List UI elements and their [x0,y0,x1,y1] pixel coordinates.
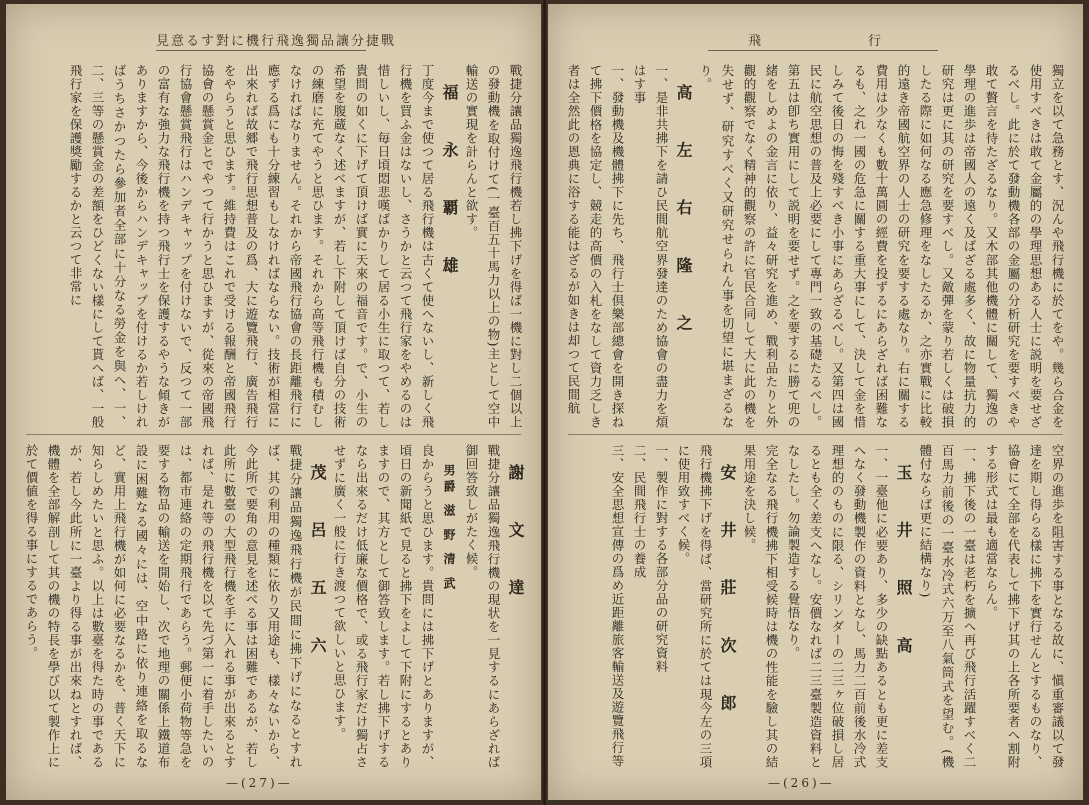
left-page [6,4,541,800]
paragraph: 獨立を以て急務とす、況んや飛行機に於てをや。幾ら合金を使用すべきは敢て金屬的の學理思想ある人士に説明を要せざるべし。此に於て發動機各部の金屬の分析研究を要すべきや敢て贅言を待たざるなり。又木部其他機體に關して、獨逸の學理の進歩は帝國人の遠く及ばざる處多く、故に物量抗力的研究は更に其の研究を要すべし。又敵彈を蒙り若しくは破損したる際に如何なる應急修理をなしたるか、之亦實戰に比較的遠き帝國航空界の人士の研究を要する處なり。右に關する費用は少なくも數十萬圓の經費を投ずるにあらざれば困難なるも、之れ一國の危急に關する重大事にして、決して金を惜しみて後日の悔を殘すべき小事にあらざるべし。又第四は國民に航空思想の普及上必要にして專門一致の基礎たるべし。第五は卽ち實用にして説明を要せず。之を要するに勝て兜の緒をしめよの金言に依り、益々研究を進め、戰利品たりと外觀的觀察でなく精神的觀察の許に官民合同して大に此の機を失せず、研究すべく又研究せられん事を切望に堪まざるなり。 [698,64,1065,429]
paragraph: 良からうと思ひます。貴問には拂下げとありますが、頃日の新聞紙で見ると拂下をよして下附にするとありますので、其方として御答致します。若し拂下げするなら出來るだけ低廉な價格で、或る飛行家だけ獨占させずに廣く一般に行き渡つて欲しいと思ひます。 [332,444,435,769]
paragraph: 一、發動機及機體拂下に先ち、飛行士倶樂部總會を開き探ねて拂下價格を協定し、競走的高價の入札をなして資力乏しき者は全然此の恩典に浴する能はざるが如きは却つて民間航 [566,64,625,429]
paragraph: 丁度今まで使つて居る飛行機は古くて使へないし、新しく飛行機を買ふ金はないし、さうかと云つて飛行家をやめるのは惜しいし、毎日頃悶悲嘆ばかりして居る小生に取つて、若し貴問の如くに下げて頂けば實に天來の福音です。で、小生の希望を腹蔵なく述べますが、若し下附して頂けば自分の技術の練磨に充てやうと思ひます。それから高等飛行機も積むしなければなりません。それから帝國飛行協會の長距離飛行に應ずる爲にも十分練習もしなければならない。技術が相當に出來れば故郷で飛行思想普及の爲、大に遊覽飛行、廣告飛行をやらうと思ひます。維持費はこれで受ける報酬と帝國飛行協會の懸賞金とでやつて行かうと思ひますが、從來の帝國飛行協會懸賞飛行はハンデキャップを付けないで、反つて一部の富有な強力な飛行機を持つ飛行士を保護するやうな傾きがありますから、今後からハンデキャップを付けるか若しければうちさかつたら參加者全部に十分なる勞金を與へ、一、二、三等の懸賞金の差額をひどくない樣にして貰へば、一般飛行家を保護獎勵するかと云つて非常に [68,64,435,429]
list-item: 二、民間飛行士の養成 [632,444,647,579]
section-divider [568,434,1063,435]
paragraph: 空界の進歩を阻害する事となる故に、愼重審議以て發達を期し得らる樣に拂下を實行せんとするものなり、協會にて全部を代表して拂下げ其の上各所要者へ割附する形式は最も適當ならん。 [984,444,1065,769]
paragraph: 戰捷分讓品獨逸飛行機の現状を一見するにあらざれば御回答致しがたく候。 [464,444,501,769]
section-divider [26,434,521,435]
page-number: —(27)— [226,776,293,790]
book-gutter [541,0,548,805]
paragraph: 戰捷分讓品獨逸飛行機若し拂下げを得ば一機に對し二個以上の發動機を取付けて(一臺百五十馬力以上の物)主として空中輸送の實現を計らんと欲す。 [464,64,523,429]
paragraph: 完全なる飛行機拂下相受候時は機の性能を驗し其の結果用途を決し候。 [742,444,779,769]
paragraph: 飛行機拂下げを得ば、當研究所に於ては現今左の三項に使用致すべく候。 [676,444,713,769]
right-page [548,4,1083,800]
author-name: 謝 文 達 [506,464,525,614]
left-running-header: 見意るす對に機行飛逸獨品讓分捷戰 [156,33,397,49]
right-bottom-column [562,444,1068,769]
author-name: 男爵 滋 野 清 武 [442,464,456,593]
author-name: 玉 井 照 高 [894,464,913,671]
left-bottom-column [20,444,526,769]
author-name: 安 井 莊 次 郎 [718,464,737,729]
page-number: —(26)— [768,776,835,790]
header-rule [156,50,366,51]
paragraph: 戰捷分讓品獨逸飛行機が民間に拂下げになるとすれば、其の利用の種類に依り又用途も、樣々ないから、今此所で要角の意見を述べる事は困難であるが、若し此所に數臺の大型飛行機を手に入れる事が出來るとすれば、是れ等の飛行機を以て先づ第一に着手したいのは、都市連絡の定期飛行であらう。郵便小荷物等急を要する物品の輸送を開始し、次で地理の關係上鐵道布設に困難なる國々には、空中路に依り連絡を取るなど、實用上飛行機が如何に必要なるかを、普く天下に知らしめたいと思ふ。以上は數臺を得た時の事であるが、若し今此所に一臺より得る事が出來ねとすれば、機體を全部解剖して其の機の特長を學び以て製作上に於て價値を得る事にするであらう。 [24,444,303,769]
paragraph: 一、拂下後の一臺は老朽を擴へ再び飛行活躍すべく二百馬力前後の一臺水冷式六万至八氣筒式を望む。(機體付ならば更に結構なり) [918,444,977,769]
author-name: 茂 呂 五 六 [308,464,327,671]
left-top-column [20,64,526,429]
author-name: 福 永 覇 雄 [440,84,459,291]
paragraph: 一、一臺他に必要あり、多少の缺點あるとも更に差支へなく發動機製作の資料となし、馬力二百前後水冷式理想的のものに限る、シリンダーの二三ヶ位破損し居るとも全く差支へなし。安價なれば二三臺製造資料となしたし。勿論製造する覺悟なり。 [786,444,889,769]
header-rule [708,50,938,51]
paragraph: 一、是非共拂下を請ひ民間航空界發達のため協會の盡力を煩はす事 [632,64,669,429]
list-item: 三、安全思想宣傳の爲め近距離旅客輸送及遊覽飛行等 [610,444,625,768]
right-running-header: 飛 行 [748,33,884,49]
author-name: 高 左 右 隆 之 [674,84,693,349]
right-top-column [562,64,1068,429]
list-item: 一、製作に對する各部分品の研究資料 [654,444,669,674]
